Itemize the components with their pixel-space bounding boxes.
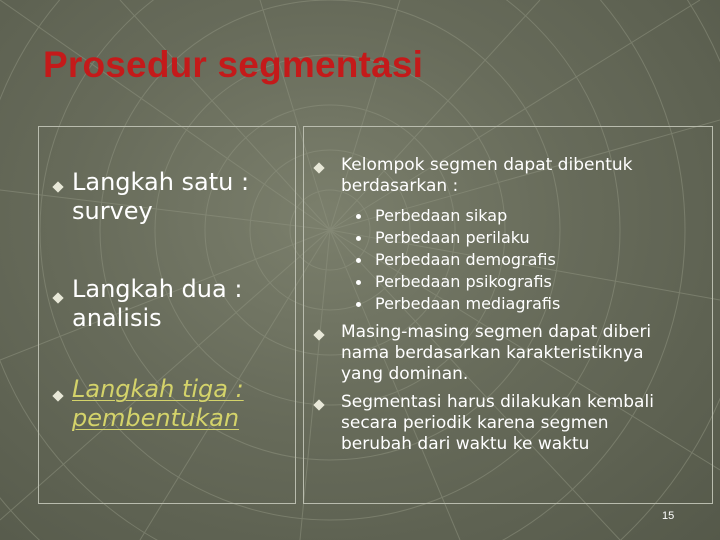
list-item xyxy=(341,155,696,197)
bullet-dot-icon xyxy=(356,280,361,285)
list-item xyxy=(341,322,686,385)
list-item xyxy=(72,275,287,333)
bullet-dot-icon xyxy=(356,258,361,263)
sub-list-item: Perbedaan psikografis xyxy=(351,271,560,293)
list-item-text: Langkah satu : survey xyxy=(72,168,250,225)
bullet-diamond-icon xyxy=(52,292,63,303)
left-panel xyxy=(38,126,296,504)
list-item-text: Kelompok segmen dapat dibentuk berdasarkan : xyxy=(341,155,633,196)
right-panel xyxy=(303,126,713,504)
list-item-text: Segmentasi harus dilakukan kembali secara periodik karena segmen berubah dari waktu ke waktu xyxy=(341,392,654,454)
bullet-dot-icon xyxy=(356,302,361,307)
sub-list-item: Perbedaan mediagrafis xyxy=(351,293,560,315)
bullet-diamond-icon xyxy=(313,162,324,173)
bullet-diamond-icon xyxy=(313,329,324,340)
bullet-diamond-icon xyxy=(313,399,324,410)
sub-list-item: Perbedaan perilaku xyxy=(351,227,560,249)
list-item-link[interactable] xyxy=(72,375,287,433)
list-item-text: Langkah dua : analisis xyxy=(72,275,243,332)
list-item xyxy=(341,392,676,455)
hyperlink-text[interactable]: Langkah tiga : pembentukan xyxy=(72,375,244,432)
slide-title: Prosedur segmentasi xyxy=(43,44,424,85)
sub-list xyxy=(351,205,560,315)
page-number: 15 xyxy=(662,510,675,522)
bullet-diamond-icon xyxy=(52,390,63,401)
sub-list-item: Perbedaan sikap xyxy=(351,205,560,227)
list-item-text: Masing-masing segmen dapat diberi nama berdasarkan karakteristiknya yang dominan. xyxy=(341,322,652,384)
sub-list-item: Perbedaan demografis xyxy=(351,249,560,271)
bullet-dot-icon xyxy=(356,236,361,241)
list-item xyxy=(72,168,287,226)
bullet-dot-icon xyxy=(356,214,361,219)
bullet-diamond-icon xyxy=(52,181,63,192)
